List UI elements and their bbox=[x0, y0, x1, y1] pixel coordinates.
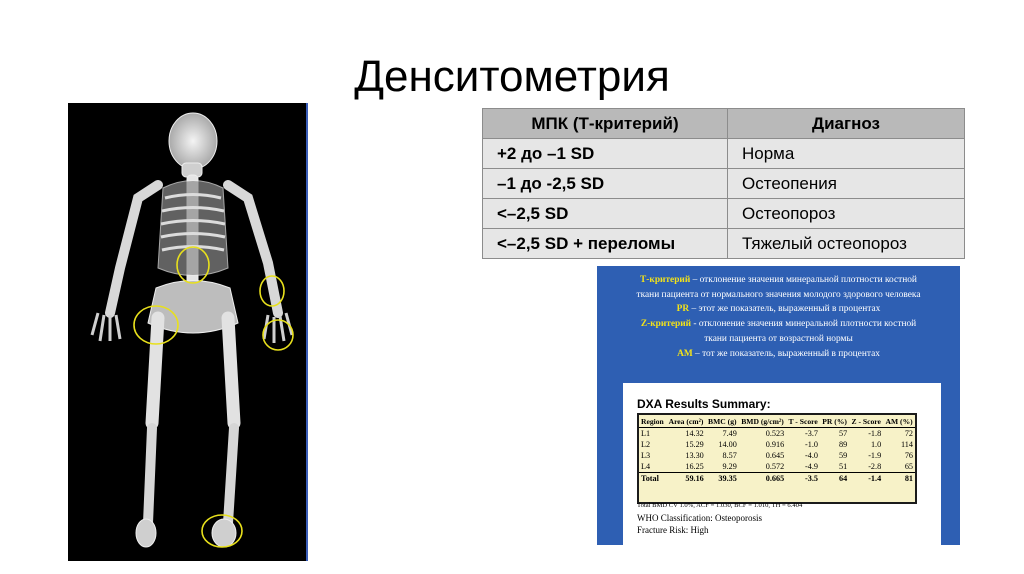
dxa-results-table-box bbox=[637, 413, 917, 504]
cell: 65 bbox=[904, 462, 913, 471]
col-bmd: BMD (g/cm²) bbox=[741, 417, 784, 426]
cell: 57 bbox=[839, 429, 848, 438]
cell: 76 bbox=[904, 451, 913, 460]
cell: 64 bbox=[839, 474, 848, 483]
bmd-range: <–2,5 SD bbox=[483, 199, 728, 229]
cell: 8.57 bbox=[722, 451, 737, 460]
cell: 0.916 bbox=[765, 440, 785, 449]
cell: 89 bbox=[839, 440, 848, 449]
definition-text: - отклонение значения минеральной плотности костной bbox=[691, 319, 917, 330]
col-z-score: Z - Score bbox=[851, 417, 881, 426]
dxa-info-panel bbox=[597, 266, 960, 545]
definition-text: ткани пациента от нормального значения молодого здорового человека bbox=[636, 289, 921, 300]
col-area: Area (cm²) bbox=[668, 417, 704, 426]
cell: 16.25 bbox=[685, 462, 704, 471]
cell: 114 bbox=[901, 440, 913, 449]
cell: 0.645 bbox=[765, 451, 785, 460]
diagnosis: Остеопороз bbox=[728, 199, 965, 229]
definition-text: – отклонение значения минеральной плотности костной bbox=[690, 275, 917, 285]
definition-term: Т-критерий bbox=[640, 275, 691, 285]
xray-image bbox=[68, 103, 308, 561]
cell: 59.16 bbox=[685, 474, 704, 483]
col-region: Region bbox=[641, 417, 664, 426]
cell: 9.29 bbox=[722, 462, 737, 471]
col-bmc: BMC (g) bbox=[708, 417, 737, 426]
cell: 15.29 bbox=[685, 440, 704, 449]
table-row bbox=[483, 229, 965, 259]
cell: 59 bbox=[839, 451, 848, 460]
cell: 72 bbox=[904, 429, 913, 438]
bmd-range: +2 до –1 SD bbox=[483, 139, 728, 169]
bmd-range: <–2,5 SD + переломы bbox=[483, 229, 728, 259]
table-row bbox=[639, 450, 915, 461]
cell: Total bbox=[641, 474, 659, 483]
cell: L3 bbox=[641, 451, 651, 460]
dxa-title: DXA Results Summary: bbox=[637, 397, 771, 411]
highlight-circle-hand bbox=[263, 320, 293, 350]
fracture-risk: Fracture Risk: High bbox=[637, 525, 709, 535]
col-am: AM (%) bbox=[885, 417, 913, 426]
col-pr: PR (%) bbox=[822, 417, 847, 426]
cell: L2 bbox=[641, 440, 651, 449]
col-t-score: T - Score bbox=[788, 417, 818, 426]
table-row bbox=[639, 461, 915, 473]
cell: -1.9 bbox=[868, 451, 882, 460]
dxa-footnote: Total BMD CV 1.0%, ACF = 1.030, BCF = 1.010, TH = 6.404 bbox=[637, 502, 803, 509]
cell: -1.8 bbox=[868, 429, 882, 438]
cell: 0.523 bbox=[765, 429, 785, 438]
cell: L1 bbox=[641, 429, 651, 438]
definition-text: ткани пациента от возрастной нормы bbox=[704, 333, 853, 344]
diagnosis: Тяжелый остеопороз bbox=[728, 229, 965, 259]
diagnosis: Норма bbox=[728, 139, 965, 169]
bmd-range: –1 до -2,5 SD bbox=[483, 169, 728, 199]
table-row bbox=[639, 428, 915, 440]
table-row bbox=[639, 439, 915, 450]
cell: 14.32 bbox=[685, 429, 704, 438]
cell: 7.49 bbox=[722, 429, 737, 438]
cell: -2.8 bbox=[868, 462, 882, 471]
definition-term: PR bbox=[676, 304, 690, 315]
cell: -4.0 bbox=[805, 451, 819, 460]
definitions bbox=[597, 273, 960, 361]
diagnosis-table bbox=[482, 108, 965, 259]
table-row bbox=[483, 169, 965, 199]
slide-title: Денситометрия bbox=[354, 52, 670, 101]
header-diagnosis: Диагноз bbox=[728, 109, 965, 139]
cell: -4.9 bbox=[805, 462, 819, 471]
definition-text: – тот же показатель, выраженный в процентах bbox=[692, 348, 880, 359]
table-row bbox=[483, 139, 965, 169]
cell: 13.30 bbox=[685, 451, 704, 460]
cell: -1.4 bbox=[868, 474, 882, 483]
dxa-results-table bbox=[639, 417, 915, 484]
cell: 81 bbox=[904, 474, 913, 483]
cell: 0.572 bbox=[765, 462, 785, 471]
table-row bbox=[483, 199, 965, 229]
header-bmd: МПК (Т-критерий) bbox=[483, 109, 728, 139]
cell: -3.5 bbox=[805, 474, 819, 483]
dxa-report bbox=[623, 383, 941, 545]
cell: 0.665 bbox=[765, 474, 785, 483]
cell: L4 bbox=[641, 462, 651, 471]
cell: -1.0 bbox=[805, 440, 819, 449]
cell: 51 bbox=[839, 462, 848, 471]
skeleton bbox=[92, 113, 292, 547]
cell: -3.7 bbox=[805, 429, 819, 438]
cell: 39.35 bbox=[718, 474, 737, 483]
cell: 14.00 bbox=[718, 440, 737, 449]
who-classification: WHO Classification: Osteoporosis bbox=[637, 513, 762, 523]
definition-term: Z-критерий bbox=[640, 319, 692, 330]
table-row-total bbox=[639, 473, 915, 485]
diagnosis: Остеопения bbox=[728, 169, 965, 199]
cell: 1.0 bbox=[870, 440, 882, 449]
definition-text: – этот же показатель, выраженный в процентах bbox=[689, 304, 881, 315]
definition-term: AM bbox=[677, 348, 693, 359]
